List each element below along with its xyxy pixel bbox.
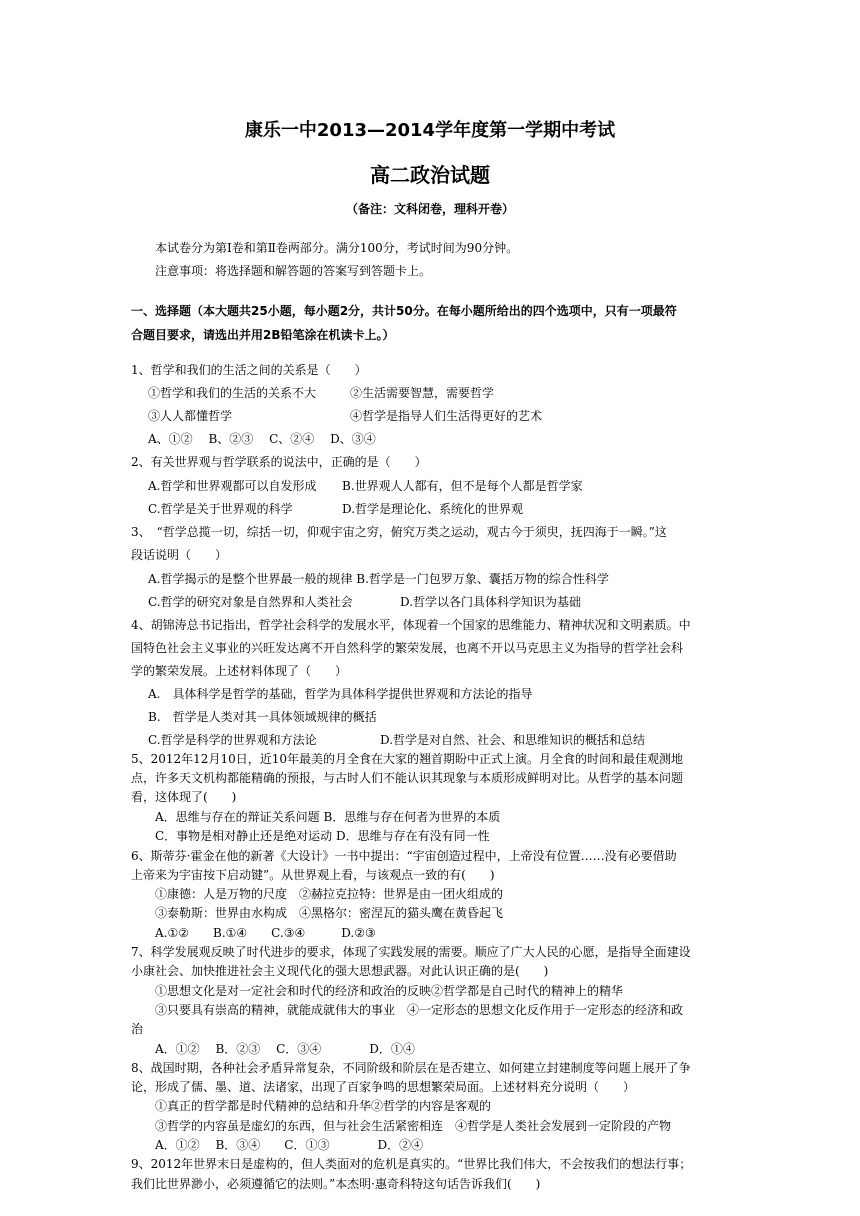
q3-option-ab: A.哲学揭示的是整个世界最一般的规律 B.哲学是一门包罗万象、囊括万物的综合性科学: [148, 572, 609, 586]
q5-option-cd: C．事物是相对静止还是绝对运动 D．思维与存在有没有同一性: [155, 829, 490, 843]
q8-options-34: ③哲学的内容虽是虚幻的东西，但与社会生活紧密相连 ④哲学是人类社会发展到一定阶段的产物: [155, 1119, 672, 1133]
q8-options-12: ①真正的哲学都是时代精神的总结和升华②哲学的内容是客观的: [155, 1099, 492, 1113]
q2-stem: 2、有关世界观与哲学联系的说法中，正确的是（ ）: [131, 455, 427, 469]
q4-stem-line-3: 学的繁荣发展。上述材料体现了（ ）: [131, 664, 348, 678]
q3-stem-line-1: 3、 “哲学总揽一切，综括一切，仰观宇宙之穷，俯究万类之运动，观古今于须臾，抚四海于一瞬。”这: [131, 525, 667, 539]
q1-option-4: ④哲学是指导人们生活得更好的艺术: [350, 409, 543, 423]
q6-options-12: ①康德：人是万物的尺度 ②赫拉克拉特：世界是由一团火组成的: [155, 887, 504, 901]
q3-option-c: C.哲学的研究对象是自然界和人类社会: [148, 595, 353, 609]
q2-option-a: A.哲学和世界观都可以自发形成: [148, 479, 317, 493]
q1-option-1: ①哲学和我们的生活的关系不大: [148, 386, 317, 400]
q2-option-d: D.哲学是理论化、系统化的世界观: [342, 502, 524, 516]
q5-stem-line-2: 点，许多天文机构都能精确的预报，与古时人们不能认识其现象与本质形成鲜明对比。从哲学的基本问题: [131, 771, 684, 785]
section-heading-line-2: 合题目要求，请选出并用2B铅笔涂在机读卡上。）: [131, 328, 395, 342]
q5-option-ab: A．思维与存在的辩证关系问题 B．思维与存在何者为世界的本质: [155, 810, 501, 824]
q6-answers: A.①② B.①④ C.③④ D.②③: [155, 926, 376, 940]
q4-option-c: C.哲学是科学的世界观和方法论: [148, 733, 317, 747]
q9-stem-line-2: 我们比世界渺小，必须遵循它的法则。”本杰明·惠奇科特这句话告诉我们( ): [131, 1177, 541, 1191]
exam-note: （备注：文科闭卷，理科开卷）: [345, 202, 514, 216]
q4-option-b: B. 哲学是人类对其一具体领域规律的概括: [148, 710, 377, 724]
q1-option-3: ③人人都懂哲学: [148, 409, 233, 423]
q8-stem-line-1: 8、战国时期，各种社会矛盾异常复杂，不同阶级和阶层在是否建立、如何建立封建制度等问题上展开了争: [131, 1061, 691, 1075]
q7-stem-line-1: 7、科学发展观反映了时代进步的要求，体现了实践发展的需要。顺应了广大人民的心愿，是指导全面建设: [131, 945, 691, 959]
q4-stem-line-1: 4、胡锦涛总书记指出，哲学社会科学的发展水平，体现着一个国家的思维能力、精神状况和文明素质。中: [131, 618, 691, 632]
q7-stem-line-2: 小康社会、加快推进社会主义现代化的强大思想武器。对此认识正确的是( ): [131, 964, 549, 978]
intro-line-1: 本试卷分为第Ⅰ卷和第Ⅱ卷两部分。满分100分，考试时间为90分钟。: [155, 241, 519, 255]
q9-stem-line-1: 9、2012年世界末日是虚构的，但人类面对的危机是真实的。“世界比我们伟大，不会按我们的想法行事；: [131, 1157, 692, 1171]
q5-stem-line-1: 5、2012年12月10日，近10年最美的月全食在大家的翘首期盼中正式上演。月全食的时间和最佳观测地: [131, 752, 683, 766]
intro-line-2: 注意事项：将选择题和解答题的答案写到答题卡上。: [155, 264, 432, 278]
q1-answers: A、①② B、②③ C、②④ D、③④: [148, 432, 376, 446]
q7-option-4-continued: 治: [131, 1022, 144, 1036]
q4-option-d: D.哲学是对自然、社会、和思维知识的概括和总结: [380, 733, 646, 747]
q2-option-c: C.哲学是关于世界观的科学: [148, 502, 293, 516]
q6-stem-line-1: 6、斯蒂芬·霍金在他的新著《大设计》一书中提出：“宇宙创造过程中，上帝没有位置……没有必要借助: [131, 849, 677, 863]
q7-options-12: ①思想文化是对一定社会和时代的经济和政治的反映②哲学都是自己时代的精神上的精华: [155, 984, 624, 998]
q7-answers: A．①② B．②③ C．③④ D．①④: [155, 1042, 415, 1056]
exam-subtitle: 高二政治试题: [370, 163, 490, 187]
q5-stem-line-3: 看，这体现了( ): [131, 790, 237, 804]
q1-option-2: ②生活需要智慧，需要哲学: [350, 386, 495, 400]
q4-stem-line-2: 国特色社会主义事业的兴旺发达离不开自然科学的繁荣发展，也离不开以马克思主义为指导的哲学社会科: [131, 641, 684, 655]
q1-stem: 1、哲学和我们的生活之间的关系是（ ）: [131, 363, 367, 377]
q3-stem-line-2: 段话说明（ ）: [131, 548, 228, 562]
q8-stem-line-2: 论，形成了儒、墨、道、法诸家，出现了百家争鸣的思想繁荣局面。上述材料充分说明（ ）: [131, 1080, 636, 1094]
q4-option-a: A. 具体科学是哲学的基础，哲学为具体科学提供世界观和方法论的指导: [148, 687, 533, 701]
q6-options-34: ③泰勒斯：世界由水构成 ④黑格尔：密涅瓦的猫头鹰在黄昏起飞: [155, 906, 504, 920]
exam-title: 康乐一中2013—2014学年度第一学期中考试: [244, 120, 616, 141]
section-heading-line-1: 一、选择题（本大题共25小题，每小题2分，共计50分。在每小题所给出的四个选项中，只有一项最符: [131, 304, 677, 318]
q2-option-b: B.世界观人人都有，但不是每个人都是哲学家: [342, 479, 583, 493]
q3-option-d: D.哲学以各门具体科学知识为基础: [400, 595, 582, 609]
q7-options-34: ③只要具有崇高的精神，就能成就伟大的事业 ④一定形态的思想文化反作用于一定形态的经济和政: [155, 1003, 684, 1017]
q6-stem-line-2: 上帝来为宇宙按下启动键”。从世界观上看，与该观点一致的有( ): [131, 868, 495, 882]
q8-answers: A．①② B．③④ C．①③ D．②④: [155, 1138, 424, 1152]
